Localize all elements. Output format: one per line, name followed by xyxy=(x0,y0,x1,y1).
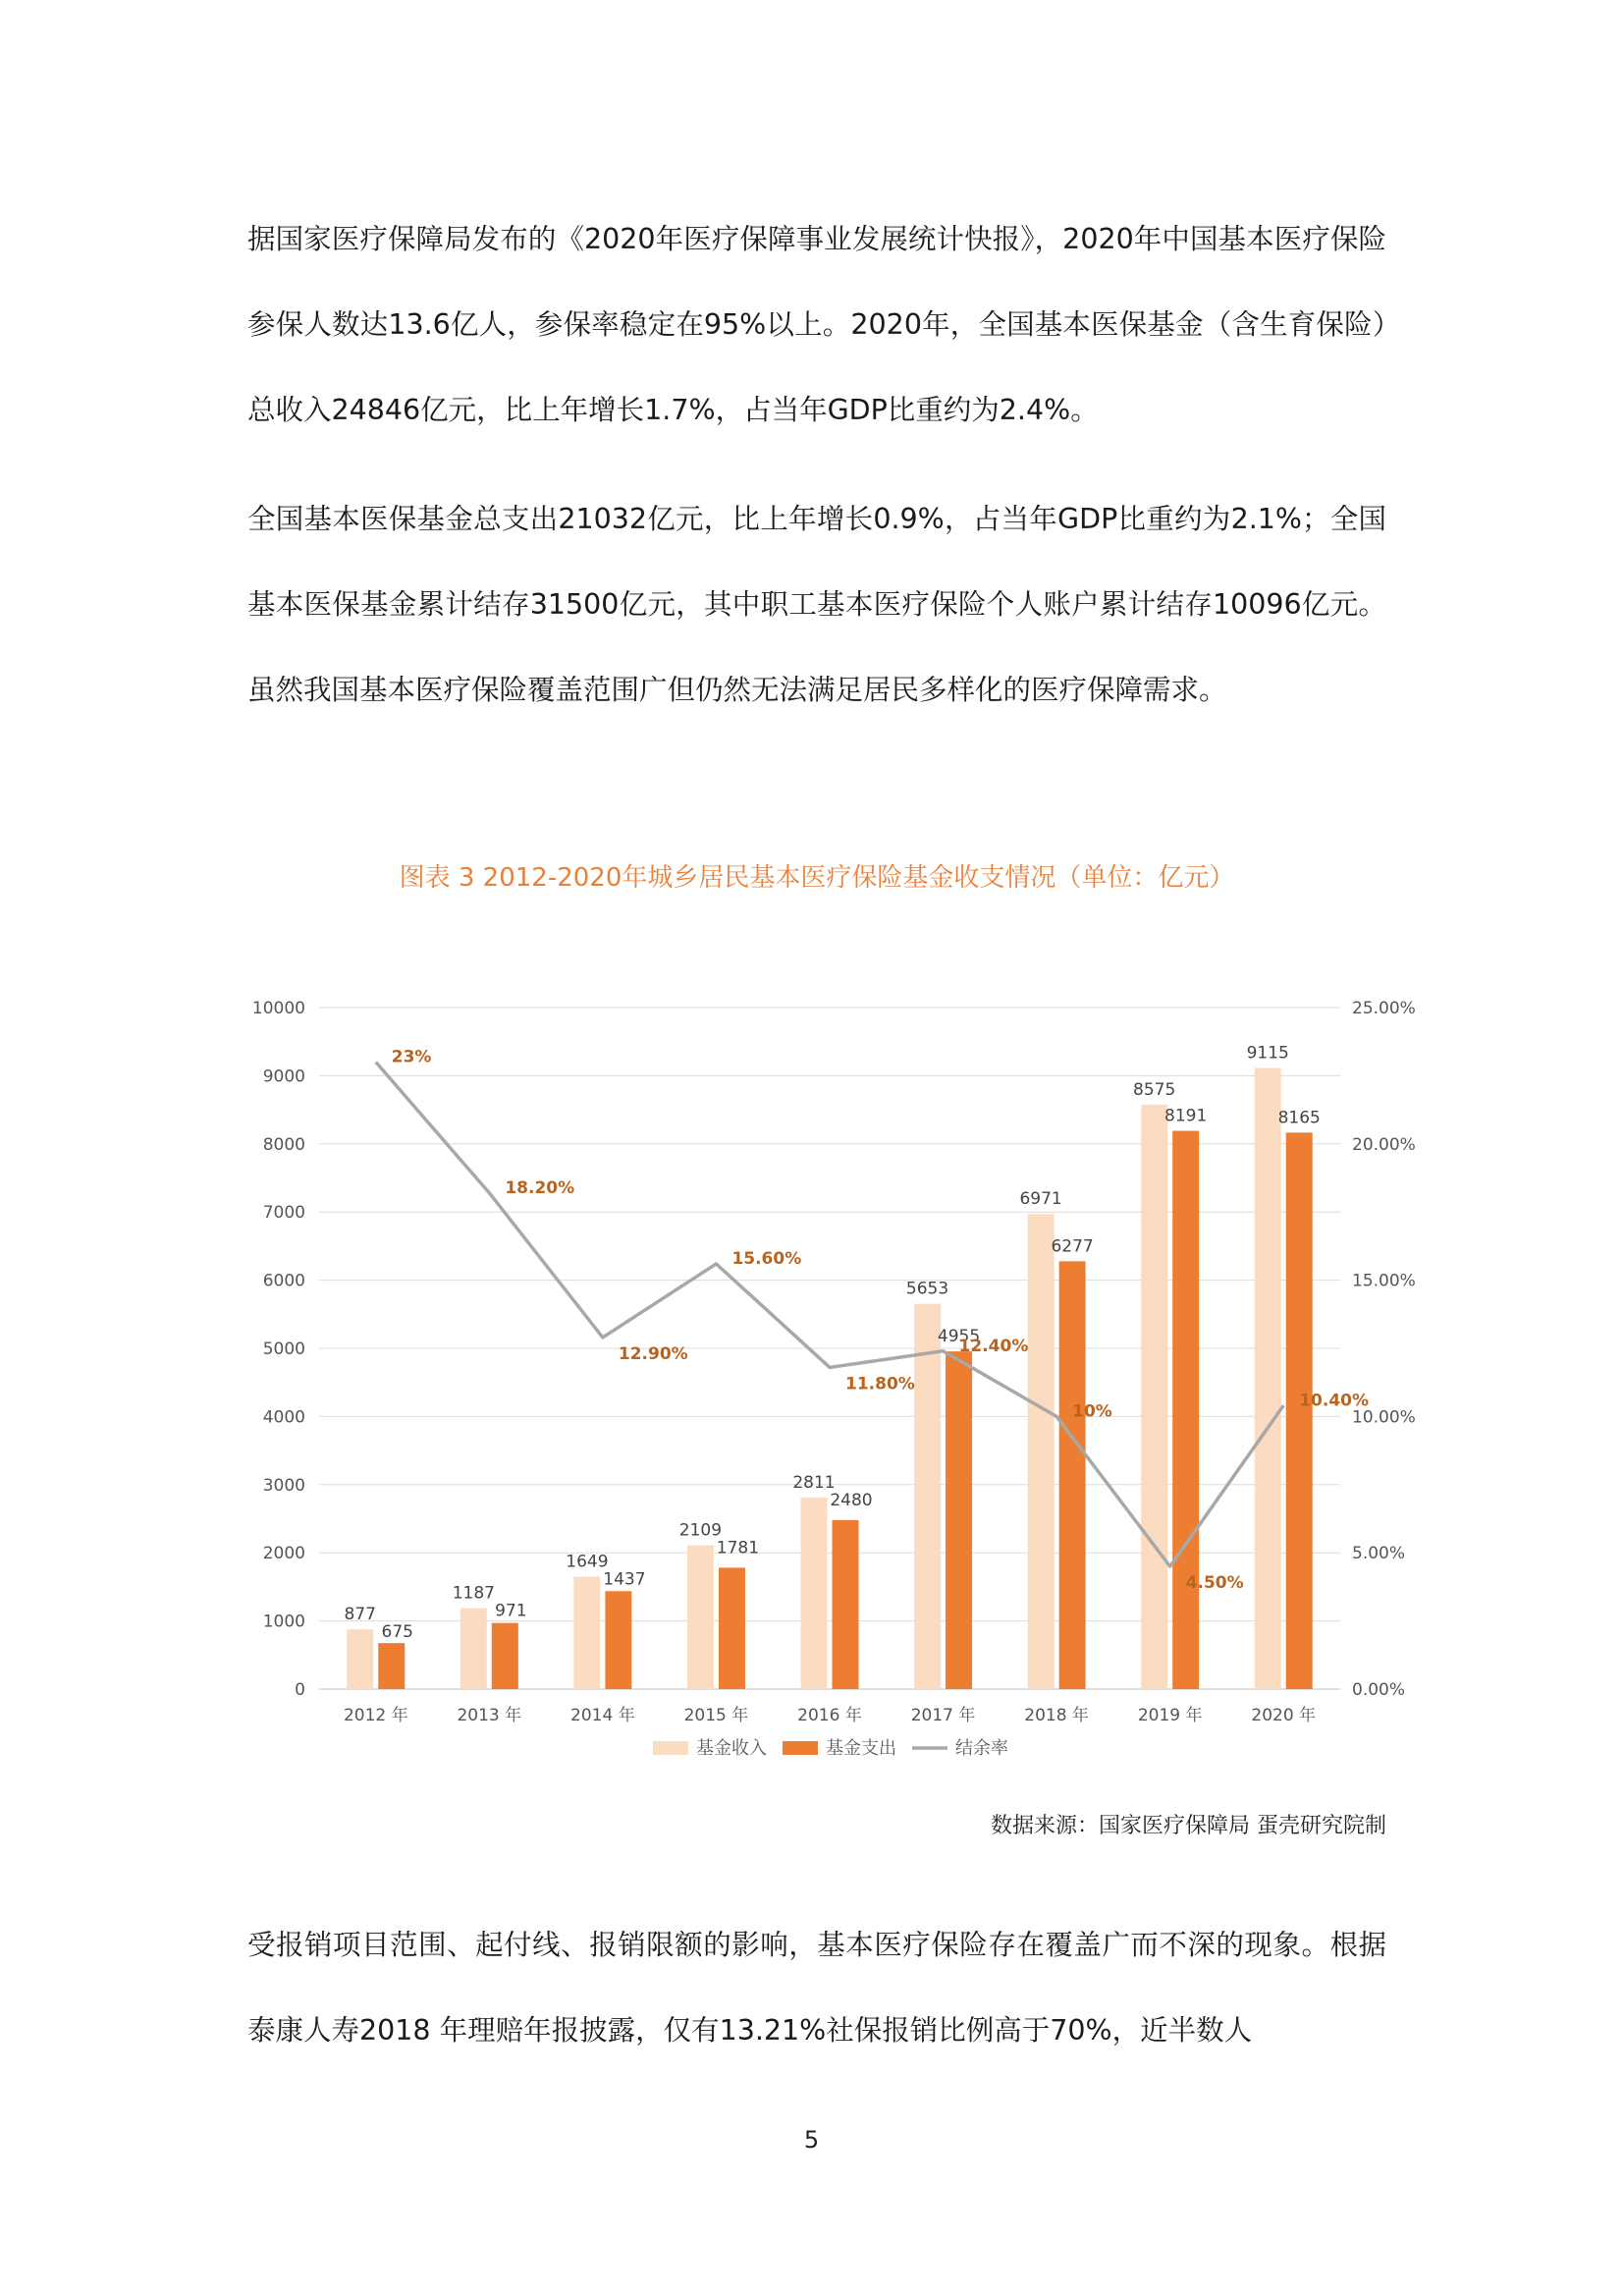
bar-income-label: 877 xyxy=(344,1605,377,1625)
chart-caption: 图表 3 2012-2020年城乡居民基本医疗保险基金收支情况（单位：亿元） xyxy=(399,863,1235,893)
paragraph-1: 据国家医疗保障局发布的《2020年医疗保障事业发展统计快报》，2020年中国基本医疗保险参保人数达13.6亿人，参保率稳定在95%以上。2020年，全国基本医保基金（含生育保险）总收入24846亿元，比上年增长1.7%，占当年GDP比重约为2.4%。 xyxy=(247,223,1386,426)
bar-expense-label: 675 xyxy=(381,1622,414,1643)
bar-income-label: 5653 xyxy=(905,1279,949,1299)
fund-chart xyxy=(236,972,1434,1777)
bar-expense-label: 4955 xyxy=(937,1327,981,1347)
y-left-tick-label: 5000 xyxy=(262,1339,305,1359)
bar-income xyxy=(1255,1067,1281,1689)
bar-expense-label: 6277 xyxy=(1051,1236,1094,1257)
y-left-tick-label: 6000 xyxy=(262,1271,305,1291)
bar-expense xyxy=(1286,1132,1313,1689)
bar-expense-label: 8191 xyxy=(1164,1106,1208,1126)
rate-label: 10.40% xyxy=(1299,1391,1370,1411)
bar-expense xyxy=(378,1643,405,1689)
y-left-tick-label: 0 xyxy=(295,1680,305,1700)
x-tick-label: 2019 年 xyxy=(1137,1706,1203,1725)
legend-label: 基金支出 xyxy=(826,1738,896,1759)
legend-swatch xyxy=(783,1741,818,1755)
y-left-tick-label: 3000 xyxy=(262,1475,305,1496)
bar-expense-label: 8165 xyxy=(1277,1108,1321,1128)
legend-swatch xyxy=(653,1741,688,1755)
bar-income-label: 1649 xyxy=(566,1552,609,1572)
bar-income xyxy=(801,1498,828,1689)
x-tick-label: 2014 年 xyxy=(570,1706,635,1725)
legend-label: 基金收入 xyxy=(696,1738,767,1759)
x-tick-label: 2020 年 xyxy=(1251,1706,1317,1725)
bar-income-label: 8575 xyxy=(1133,1079,1176,1100)
bar-income xyxy=(573,1577,600,1689)
bar-income-label: 6971 xyxy=(1019,1189,1062,1210)
x-tick-label: 2017 年 xyxy=(910,1706,976,1725)
y-left-tick-label: 7000 xyxy=(262,1203,305,1224)
rate-label: 23% xyxy=(391,1047,432,1067)
bar-expense-label: 1437 xyxy=(603,1569,646,1590)
x-tick-label: 2016 年 xyxy=(797,1706,862,1725)
bar-expense xyxy=(946,1351,972,1689)
bar-income xyxy=(687,1546,714,1689)
y-right-tick-label: 20.00% xyxy=(1352,1134,1416,1155)
y-left-tick-label: 1000 xyxy=(262,1612,305,1632)
rate-label: 18.20% xyxy=(505,1177,575,1198)
y-left-tick-label: 10000 xyxy=(251,999,305,1018)
y-right-tick-label: 5.00% xyxy=(1352,1544,1406,1564)
bar-income xyxy=(914,1304,941,1689)
bar-income-label: 2811 xyxy=(792,1472,836,1493)
y-left-tick-label: 9000 xyxy=(262,1066,305,1087)
y-left-tick-label: 4000 xyxy=(262,1407,305,1428)
legend-label: 结余率 xyxy=(955,1738,1008,1759)
rate-label: 12.40% xyxy=(958,1336,1029,1356)
bar-expense-label: 1781 xyxy=(716,1538,760,1558)
bar-income xyxy=(1141,1105,1167,1689)
bar-expense xyxy=(492,1623,518,1689)
y-left-tick-label: 2000 xyxy=(262,1544,305,1564)
bar-income xyxy=(1028,1214,1055,1689)
rate-label: 10% xyxy=(1072,1401,1112,1422)
rate-label: 12.90% xyxy=(618,1343,688,1364)
y-left-tick-label: 8000 xyxy=(262,1134,305,1155)
page-number: 5 xyxy=(803,2126,820,2154)
bar-expense-label: 2480 xyxy=(830,1490,873,1510)
rate-label: 15.60% xyxy=(731,1248,802,1269)
paragraph-3: 受报销项目范围、起付线、报销限额的影响，基本医疗保险存在覆盖广而不深的现象。根据泰康人寿2018 年理赔年报披露，仅有13.21%社保报销比例高于70%，近半数人 xyxy=(247,1929,1386,2047)
y-right-tick-label: 10.00% xyxy=(1352,1407,1416,1428)
bar-income-label: 2109 xyxy=(678,1520,723,1541)
bar-income xyxy=(460,1609,487,1689)
x-tick-label: 2018 年 xyxy=(1024,1706,1089,1725)
bar-expense xyxy=(833,1520,859,1689)
bar-expense xyxy=(719,1567,745,1689)
paragraph-2: 全国基本医保基金总支出21032亿元，比上年增长0.9%，占当年GDP比重约为2.1%；全国基本医保基金累计结存31500亿元，其中职工基本医疗保险个人账户累计结存10096亿元。虽然我国基本医疗保险覆盖范围广但仍然无法满足居民多样化的医疗保障需求。 xyxy=(247,503,1386,706)
bar-expense xyxy=(1172,1131,1199,1689)
rate-label: 4.50% xyxy=(1185,1573,1244,1594)
bar-expense xyxy=(1059,1261,1086,1689)
bar-income xyxy=(347,1629,373,1689)
x-tick-label: 2015 年 xyxy=(683,1706,749,1725)
y-right-tick-label: 15.00% xyxy=(1352,1271,1416,1291)
bar-expense xyxy=(605,1591,631,1689)
data-source: 数据来源：国家医疗保障局 蛋壳研究院制 xyxy=(991,1814,1386,1838)
rate-label: 11.80% xyxy=(845,1374,915,1394)
x-tick-label: 2012 年 xyxy=(343,1706,408,1725)
bar-income-label: 1187 xyxy=(452,1583,495,1604)
x-tick-label: 2013 年 xyxy=(457,1706,522,1725)
y-right-tick-label: 25.00% xyxy=(1352,999,1416,1018)
bar-income-label: 9115 xyxy=(1246,1043,1289,1064)
y-right-tick-label: 0.00% xyxy=(1352,1680,1406,1700)
bar-expense-label: 971 xyxy=(495,1601,527,1621)
